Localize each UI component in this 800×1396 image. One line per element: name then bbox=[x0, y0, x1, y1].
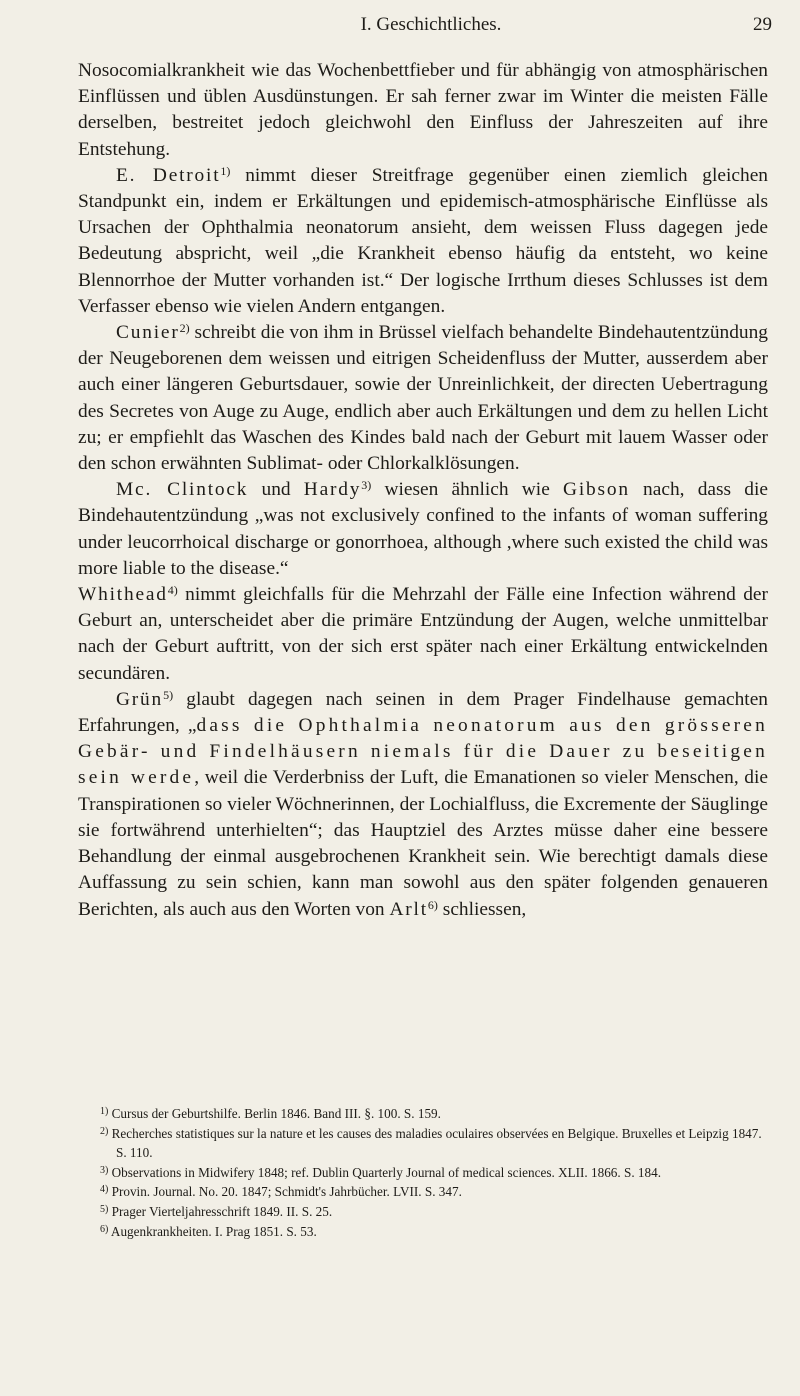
paragraph-detroit: E. Detroit$^{1)}$ nimmt dieser Streitfrage gegenüber einen ziemlich gleichen Standpunkt ein, indem er Erkältungen und epidemisch-atmosphärische Einflüsse als Ursachen der Ophthalmia neonatorum ansieht, dem weissen Fluss dagegen jede Bedeutung abspricht, weil „die Krankheit ebenso häufig da entsteht, wo keine Blennorrhoe der Mutter vorhanden ist.“ Der logische Irrthum dieses Schlusses ist dem Verfasser ebenso wie vielen Andern entgangen. bbox=[78, 163, 768, 317]
page-number: 29 bbox=[753, 14, 772, 35]
paragraph-1: Nosocomialkrankheit wie das Wochenbettfieber und für abhängig von atmosphärischen Einflüssen und üblen Ausdünstungen. Er sah ferner zwar im Winter die meisten Fälle derselben, bestreitet jedoch gleichwohl den Einfluss der Jahreszeiten auf ihre Entstehung. bbox=[78, 60, 768, 160]
author-name: Gibson bbox=[563, 479, 630, 501]
footnote-4: $^{4)}$ Provin. Journal. No. 20. 1847; Schmidt's Jahrbücher. LVII. S. 347. bbox=[100, 1184, 462, 1200]
footnote-3: $^{3)}$ Observations in Midwifery 1848; ref. Dublin Quarterly Journal of medical sciences. XLII. 1866. S. 184. bbox=[100, 1164, 661, 1180]
running-header bbox=[90, 14, 772, 42]
footnotes bbox=[78, 1104, 768, 1241]
author-name: E. Detroit bbox=[116, 164, 221, 186]
footnote-ref-5: 5) bbox=[163, 687, 174, 702]
footnote-ref-4: 4) bbox=[167, 583, 178, 598]
author-name: Hardy bbox=[303, 479, 362, 501]
author-name: Mc. Clintock bbox=[116, 479, 249, 501]
footnote-6: $^{6)}$ Augenkrankheiten. I. Prag 1851. S. 53. bbox=[100, 1223, 317, 1239]
footnote-ref-2: 2) bbox=[179, 321, 190, 336]
author-name: Grün bbox=[116, 688, 164, 710]
footnote-ref-6: 6) bbox=[427, 897, 438, 912]
main-text bbox=[78, 58, 768, 923]
footnote-2: $^{2)}$ Recherches statistiques sur la nature et les causes des maladies oculaires observées en Belgique. Bruxelles et Leipzig 1847. S. 110. bbox=[100, 1125, 762, 1161]
author-name: Cunier bbox=[116, 322, 180, 344]
footnote-5: $^{5)}$ Prager Vierteljahresschrift 1849. II. S. 25. bbox=[100, 1203, 333, 1219]
chapter-title: I. Geschichtliches. bbox=[360, 14, 502, 35]
paragraph-gruen: Grün$^{5)}$ glaubt dagegen nach seinen in dem Prager Findelhause gemachten Erfahrungen, „dass die Ophthalmia neonatorum aus den grösseren Gebär- und Findelhäusern niemals für die Dauer zu beseitigen sein werde, weil die Verderbniss der Luft, die Emanationen so vieler Menschen, die Transpirationen so vieler Wöchnerinnen, der Lochialfluss, die Excremente der Säuglinge sie fortwährend unterhielten“; das Hauptziel des Arztes müsse daher eine bessere Behandlung der einmal ausgebrochenen Krankheit sein. Wie berechtigt damals diese Auffassung zu sein schien, kann man sowohl aus den später folgenden genaueren Berichten, als auch aus den Worten von Arlt$^{6)}$ schliessen, bbox=[78, 687, 768, 920]
footnote-ref-3: 3) bbox=[361, 478, 372, 493]
emphasized-quote: dass die Ophthalmia neonatorum aus den grösseren Gebär- und Findelhäusern niemals für die Dauer zu beseitigen sein werde bbox=[78, 715, 768, 789]
author-name: Arlt bbox=[389, 898, 428, 920]
paragraph-mcclintock: Mc. Clintock und Hardy$^{3)}$ wiesen ähnlich wie Gibson nach, dass die Bindehautentzündung „was not exclusively confined to the infants of woman suffering under leucorrhoical discharge or gonorrhoea, although ,where such existed the child was more liable to the disease.“ Whithead$^{4)}$ nimmt gleichfalls für die Mehrzahl der Fälle eine Infection während der Geburt an, unterscheidet aber die primäre Entzündung der Augen, welche unmittelbar nach der Geburt auftritt, von der sich erst später nach einer Erkältung entwickelnden secundären. bbox=[78, 478, 768, 684]
footnote-1: $^{1)}$ Cursus der Geburtshilfe. Berlin 1846. Band III. §. 100. S. 159. bbox=[100, 1106, 441, 1121]
author-name: Whithead bbox=[78, 584, 168, 606]
paragraph-cunier: Cunier$^{2)}$ schreibt die von ihm in Brüssel vielfach behandelte Bindehautentzündung der Neugeborenen dem weissen und eitrigen Scheidenfluss der Mutter, ausserdem aber auch einer längeren Geburtsdauer, sowie der Unreinlichkeit, der directen Uebertragung des Secretes von Auge zu Auge, endlich aber auch Erkältungen und dem zu hellen Licht zu; er empfiehlt das Waschen des Kindes bald nach der Geburt mit lauem Wasser oder den schon erwähnten Sublimat- oder Chlorkalklösungen. bbox=[78, 321, 768, 475]
footnote-ref-1: 1) bbox=[220, 163, 231, 178]
